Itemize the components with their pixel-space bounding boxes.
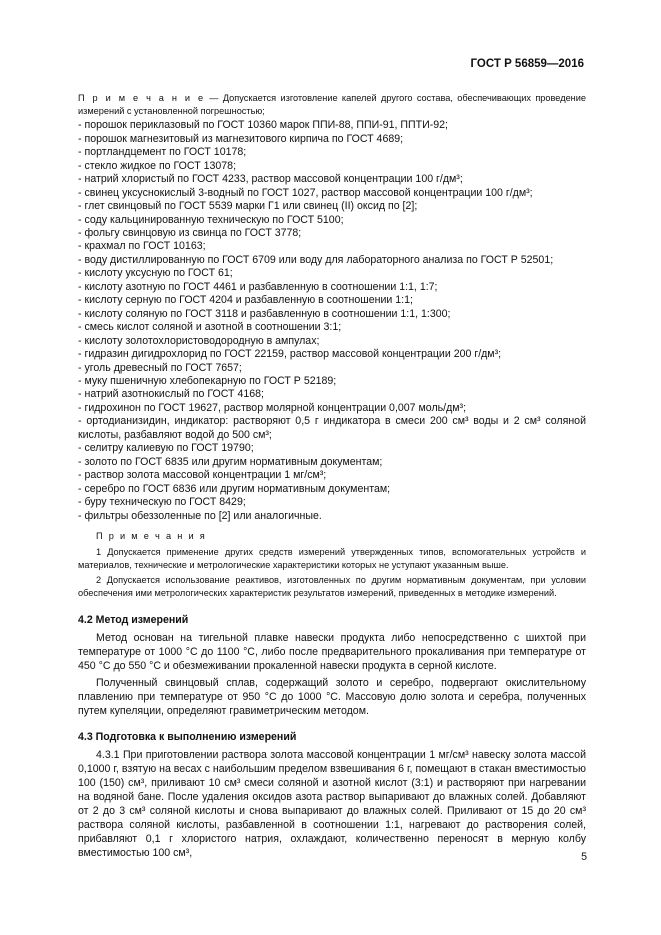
list-item: - кислоту азотную по ГОСТ 4461 и разбавленную в соотношении 1:1, 1:7; — [78, 280, 438, 293]
list-item: - гидрохинон по ГОСТ 19627, раствор молярной концентрации 0,007 моль/дм³; — [78, 401, 467, 414]
list-item: - порошок периклазовый по ГОСТ 10360 марок ППИ-88, ППИ-91, ППТИ-92; — [78, 119, 448, 132]
note-item: 2 Допускается использование реактивов, изготовленных по другим нормативным документам, при условии обеспечения ими метрологических характеристик результатов измерений, приведенных в методике измерений. — [78, 575, 586, 598]
section-title-4-3: 4.3 Подготовка к выполнению измерений — [78, 731, 297, 744]
note-item: 1 Допускается применение других средств измерений утвержденных типов, вспомогательных устройств и материалов, технические и метрологические характеристики которых не уступают указанным выше. — [78, 547, 586, 570]
paragraph: 4.3.1 При приготовлении раствора золота массовой концентрации 1 мг/см³ навеску золота массой 0,1000 г, взятую на весах с наибольшим пределом взвешивания 6 г, помещают в стакан вместимостью 100 (150) см³, приливают 10 см³ смеси соляной и азотной кислот (3:1) и растворяют при нагревании на водяной бане. После удаления оксидов азота раствор выпаривают до влажных солей. Добавляют от 2 до 3 см³ соляной кислоты и снова выпаривают до влажных солей. Приливают от 15 до 20 см³ раствора соляной кислоты, разбавленной в соотношении 1:1, нагревают до растворения солей, прибавляют 0,1 г хлористого натрия, охлаждают, количественно переносят в мерную колбу вместимостью 100 см³, — [78, 749, 586, 860]
list-item: - воду дистиллированную по ГОСТ 6709 или воду для лабораторного анализа по ГОСТ Р 52501; — [78, 253, 554, 266]
list-item: - свинец уксуснокислый 3-водный по ГОСТ 1027, раствор массовой концентрации 100 г/дм³; — [78, 186, 533, 199]
list-item: - соду кальцинированную техническую по ГОСТ 5100; — [78, 213, 344, 226]
page-number: 5 — [581, 851, 587, 863]
list-item: - гидразин дигидрохлорид по ГОСТ 22159, раствор массовой концентрации 200 г/дм³; — [78, 348, 502, 361]
notes-label: П р и м е ч а н и я — [96, 531, 207, 541]
section-title-4-2: 4.2 Метод измерений — [78, 614, 189, 627]
paragraph: Метод основан на тигельной плавке навески продукта либо непосредственно с шихтой при температуре от 1000 °С до 1100 °С, либо после предварительного прокаливания при температуре от 450 °С до 550 °С и обезмеживании прокаленной навески продукта в серной кислоте. — [78, 632, 586, 673]
list-item: - золото по ГОСТ 6835 или другим нормативным документам; — [78, 455, 383, 468]
paragraph: Полученный свинцовый сплав, содержащий золото и серебро, подвергают окислительному плавлению при температуре от 950 °С до 1000 °С. Массовую долю золота и серебра, полученных путем купеляции, определяют гравиметрическим методом. — [78, 677, 586, 718]
list-item: - смесь кислот соляной и азотной в соотношении 3:1; — [78, 321, 342, 334]
list-item: - ортодианизидин, индикатор: растворяют 0,5 г индикатора в смеси 200 см³ воды и 2 см³ соляной кислоты, разбавляют водой до 500 см³; — [78, 415, 586, 441]
list-item: - раствор золота массовой концентрации 1 мг/см³; — [78, 469, 327, 482]
list-item: - кислоту золотохлористоводородную в ампулах; — [78, 334, 320, 347]
note-text: — Допускается изготовление капелей другого состава, обеспечивающих проведение измерений с установленной погрешностью; — [78, 93, 586, 117]
list-item: - буру техническую по ГОСТ 8429; — [78, 496, 246, 509]
list-item: - уголь древесный по ГОСТ 7657; — [78, 361, 242, 374]
list-item: - крахмал по ГОСТ 10163; — [78, 240, 206, 253]
list-item: - порошок магнезитовый из магнезитового кирпича по ГОСТ 4689; — [78, 132, 404, 145]
list-item: - стекло жидкое по ГОСТ 13078; — [78, 159, 237, 172]
document-code: ГОСТ Р 56859—2016 — [470, 58, 584, 70]
note-label: П р и м е ч а н и е — [78, 93, 205, 103]
list-item: - селитру калиевую по ГОСТ 19790; — [78, 442, 254, 455]
page-content — [78, 92, 586, 860]
materials-list — [78, 119, 586, 523]
list-item: - фильтры обеззоленные по [2] или аналогичные. — [78, 509, 322, 522]
list-item: - глет свинцовый по ГОСТ 5539 марки Г1 или свинец (II) оксид по [2]; — [78, 200, 418, 213]
list-item: - натрий азотнокислый по ГОСТ 4168; — [78, 388, 264, 401]
list-item: - серебро по ГОСТ 6836 или другим нормативным документам; — [78, 482, 391, 495]
list-item: - кислоту уксусную по ГОСТ 61; — [78, 267, 233, 280]
note-top — [78, 92, 586, 118]
list-item: - фольгу свинцовую из свинца по ГОСТ 3778; — [78, 227, 302, 240]
list-item: - кислоту соляную по ГОСТ 3118 и разбавленную в соотношении 1:1, 1:300; — [78, 307, 451, 320]
list-item: - кислоту серную по ГОСТ 4204 и разбавленную в соотношении 1:1; — [78, 294, 413, 307]
list-item: - портландцемент по ГОСТ 10178; — [78, 146, 247, 159]
list-item: - муку пшеничную хлебопекарную по ГОСТ Р 52189; — [78, 375, 337, 388]
list-item: - натрий хлористый по ГОСТ 4233, раствор массовой концентрации 100 г/дм³; — [78, 173, 463, 186]
